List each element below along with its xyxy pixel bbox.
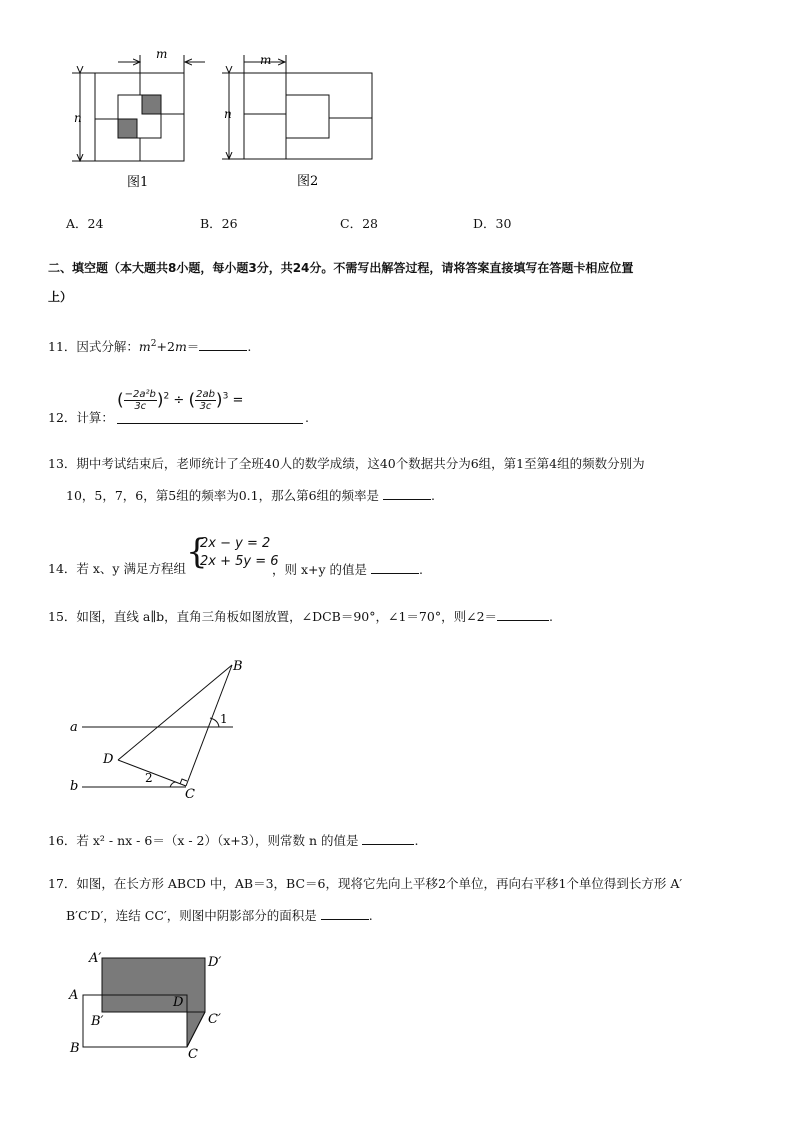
option-a: A．24 — [66, 216, 104, 231]
question-11: 11．因式分解：$m^2+2m=$ . — [48, 339, 252, 355]
fig2-caption: 图2 — [297, 174, 319, 189]
svg-text:B: B — [70, 1041, 80, 1056]
svg-text:C: C — [188, 1047, 198, 1062]
svg-text:B′: B′ — [91, 1014, 104, 1029]
q12-expression: ( $\frac{\text{−2a²b}}{3c}$ )$^2$ ÷ ( $\frac{2ab}{3c}$ )$^3$ = — [117, 389, 244, 412]
svg-text:A′: A′ — [89, 951, 102, 966]
question-13-line1: 13．期中考试结束后，老师统计了全班40人的数学成绩，这40个数据共分为6组，第1至第4组的频数分别为 — [48, 456, 645, 471]
section-heading-line1: 二、填空题（本大题共8小题，每小题3分，共24分。不需写出解答过程，请将答案直接填写在答题卡相应位置 — [48, 261, 634, 275]
option-b: B．26 — [200, 216, 238, 231]
m-label-1: m — [156, 47, 168, 61]
option-d: D．30 — [473, 216, 512, 231]
n-label-1: n — [74, 111, 82, 125]
svg-text:2: 2 — [145, 771, 153, 785]
svg-text:1: 1 — [220, 712, 228, 726]
svg-text:A: A — [69, 988, 79, 1003]
q14-system: { 2x − y = 2 2x + 5y = 6 — [186, 532, 279, 572]
svg-text:C′: C′ — [208, 1012, 221, 1027]
svg-text:C: C — [185, 787, 195, 802]
shaded-region — [102, 958, 205, 1047]
question-14: 14．若 x、y 满足方程组 — [48, 561, 186, 576]
n-label-2: n — [224, 107, 232, 121]
question-17-line1: 17．如图，在长方形 ABCD 中，AB＝3，BC＝6，现将它先向上平移2个单位，再向右平移1个单位得到长方形 A′ — [48, 876, 683, 891]
question-17-line2: B′C′D′，连结 CC′，则图中阴影部分的面积是 . — [66, 908, 373, 923]
question-13-line2: 10，5，7，6，第5组的频率为0.1，那么第6组的频率是 . — [66, 488, 436, 503]
question-15: 15．如图，直线 a∥b，直角三角板如图放置，∠DCB＝90°，∠1＝70°，则∠2＝ . — [48, 609, 554, 624]
m-label-2: m — [260, 53, 272, 67]
svg-text:b: b — [70, 779, 79, 794]
svg-text:D: D — [103, 752, 114, 767]
svg-text:D′: D′ — [208, 955, 222, 970]
section-heading-line2: 上） — [48, 290, 73, 304]
option-c: C．28 — [340, 216, 378, 231]
svg-text:D: D — [173, 995, 184, 1010]
question-16: 16．若 x² - nx - 6＝（x - 2）（x+3），则常数 n 的值是 . — [48, 833, 419, 848]
question-12: 12．计算： — [48, 410, 114, 425]
fig1-caption: 图1 — [127, 175, 149, 190]
svg-text:a: a — [70, 720, 78, 735]
svg-text:B: B — [233, 659, 243, 674]
